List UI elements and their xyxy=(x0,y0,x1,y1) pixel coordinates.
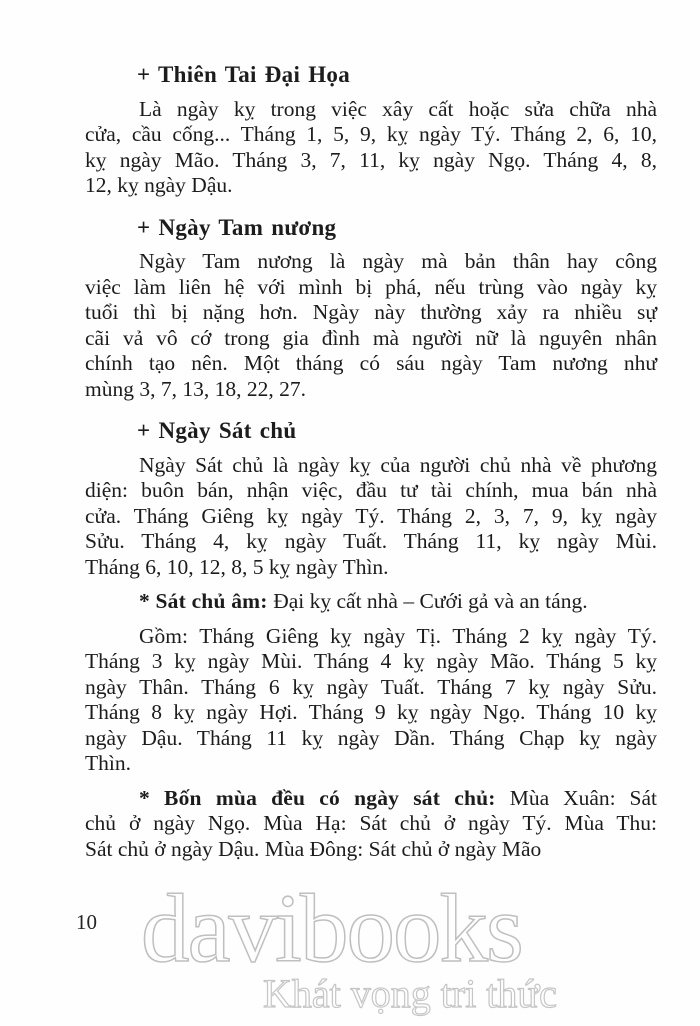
paragraph xyxy=(85,453,657,581)
bold-lead-text: * Bốn mùa đều có ngày sát chủ: xyxy=(139,785,510,810)
text-line: Ngày Tam nương là ngày mà bản thân hay công xyxy=(139,249,657,273)
text-line: việc làm liên hệ với mình bị phá, nếu trùng vào ngày kỵ xyxy=(85,274,657,299)
section-heading: + Ngày Tam nương xyxy=(137,214,337,240)
text-line: Sửu. Tháng 4, kỵ ngày Tuất. Tháng 11, kỵ ngày Mùi. xyxy=(85,529,657,553)
text-line: Tháng 6, 10, 12, 8, 5 kỵ ngày Thìn. xyxy=(85,554,389,579)
text-line: ngày Thân. Tháng 6 kỵ ngày Tuất. Tháng 7 kỵ ngày Sửu. xyxy=(85,674,657,699)
text-line: cửa. Tháng Giêng kỵ ngày Tý. Tháng 2, 3, 7, 9, kỵ ngày xyxy=(85,503,657,528)
text-line: Sát chủ ở ngày Dậu. Mùa Đông: Sát chủ ở ngày Mão xyxy=(85,836,542,861)
text-line: cửa, cầu cống... Tháng 1, 5, 9, kỵ ngày Tý. Tháng 2, 6, 10, xyxy=(85,122,657,146)
text-line: Tháng 8 kỵ ngày Hợi. Tháng 9 kỵ ngày Ngọ. Tháng 10 kỵ xyxy=(85,700,657,724)
paragraph xyxy=(85,624,657,777)
text-line: Ngày Sát chủ là ngày kỵ của người chủ nhà về phương xyxy=(139,452,657,477)
text-line: mùng 3, 7, 13, 18, 22, 27. xyxy=(85,376,306,401)
text-line: kỵ ngày Mão. Tháng 3, 7, 11, kỵ ngày Ngọ. Tháng 4, 8, xyxy=(85,147,657,172)
bold-lead-text: * Sát chủ âm: xyxy=(139,589,274,613)
paragraph xyxy=(85,97,657,199)
paragraph xyxy=(85,249,657,402)
text-line: diện: buôn bán, nhận việc, đầu tư tài chính, mua bán nhà xyxy=(85,478,657,502)
body-text: Mùa Xuân: Sát xyxy=(509,785,657,810)
paragraph xyxy=(85,786,657,863)
section-heading: + Thiên Tai Đại Họa xyxy=(137,62,351,87)
text-line: Gồm: Tháng Giêng kỵ ngày Tị. Tháng 2 kỵ ngày Tý. xyxy=(139,623,657,648)
paragraph xyxy=(85,589,657,615)
page-content xyxy=(85,62,657,871)
watermark-brand-text: davibooks xyxy=(141,875,522,982)
text-line xyxy=(85,786,657,812)
text-line: Thìn. xyxy=(85,751,131,775)
text-line: tuổi thì bị nặng hơn. Ngày này thường xảy ra nhiều sự xyxy=(85,300,657,324)
text-line xyxy=(85,589,657,615)
text-line: chủ ở ngày Ngọ. Mùa Hạ: Sát chủ ở ngày Tý. Mùa Thu: xyxy=(85,811,657,835)
text-line: ngày Dậu. Tháng 11 kỵ ngày Dần. Tháng Chạp kỵ ngày xyxy=(85,725,657,750)
page-number: 10 xyxy=(76,910,97,934)
text-line: Là ngày kỵ trong việc xây cất hoặc sửa chữa nhà xyxy=(139,96,657,121)
body-text: Đại kỵ cất nhà – Cưới gả và an táng. xyxy=(273,589,588,613)
section-heading: + Ngày Sát chủ xyxy=(137,418,297,443)
text-line: 12, kỵ ngày Dậu. xyxy=(85,173,233,197)
text-line: Tháng 3 kỵ ngày Mùi. Tháng 4 kỵ ngày Mão. Tháng 5 kỵ xyxy=(85,649,657,673)
text-line: chính tạo nên. Một tháng có sáu ngày Tam nương như xyxy=(85,351,657,375)
text-line: cãi vả vô cớ trong gia đình mà người nữ là nguyên nhân xyxy=(85,325,657,350)
watermark-tagline-text: Khát vọng tri thức xyxy=(263,971,557,1016)
